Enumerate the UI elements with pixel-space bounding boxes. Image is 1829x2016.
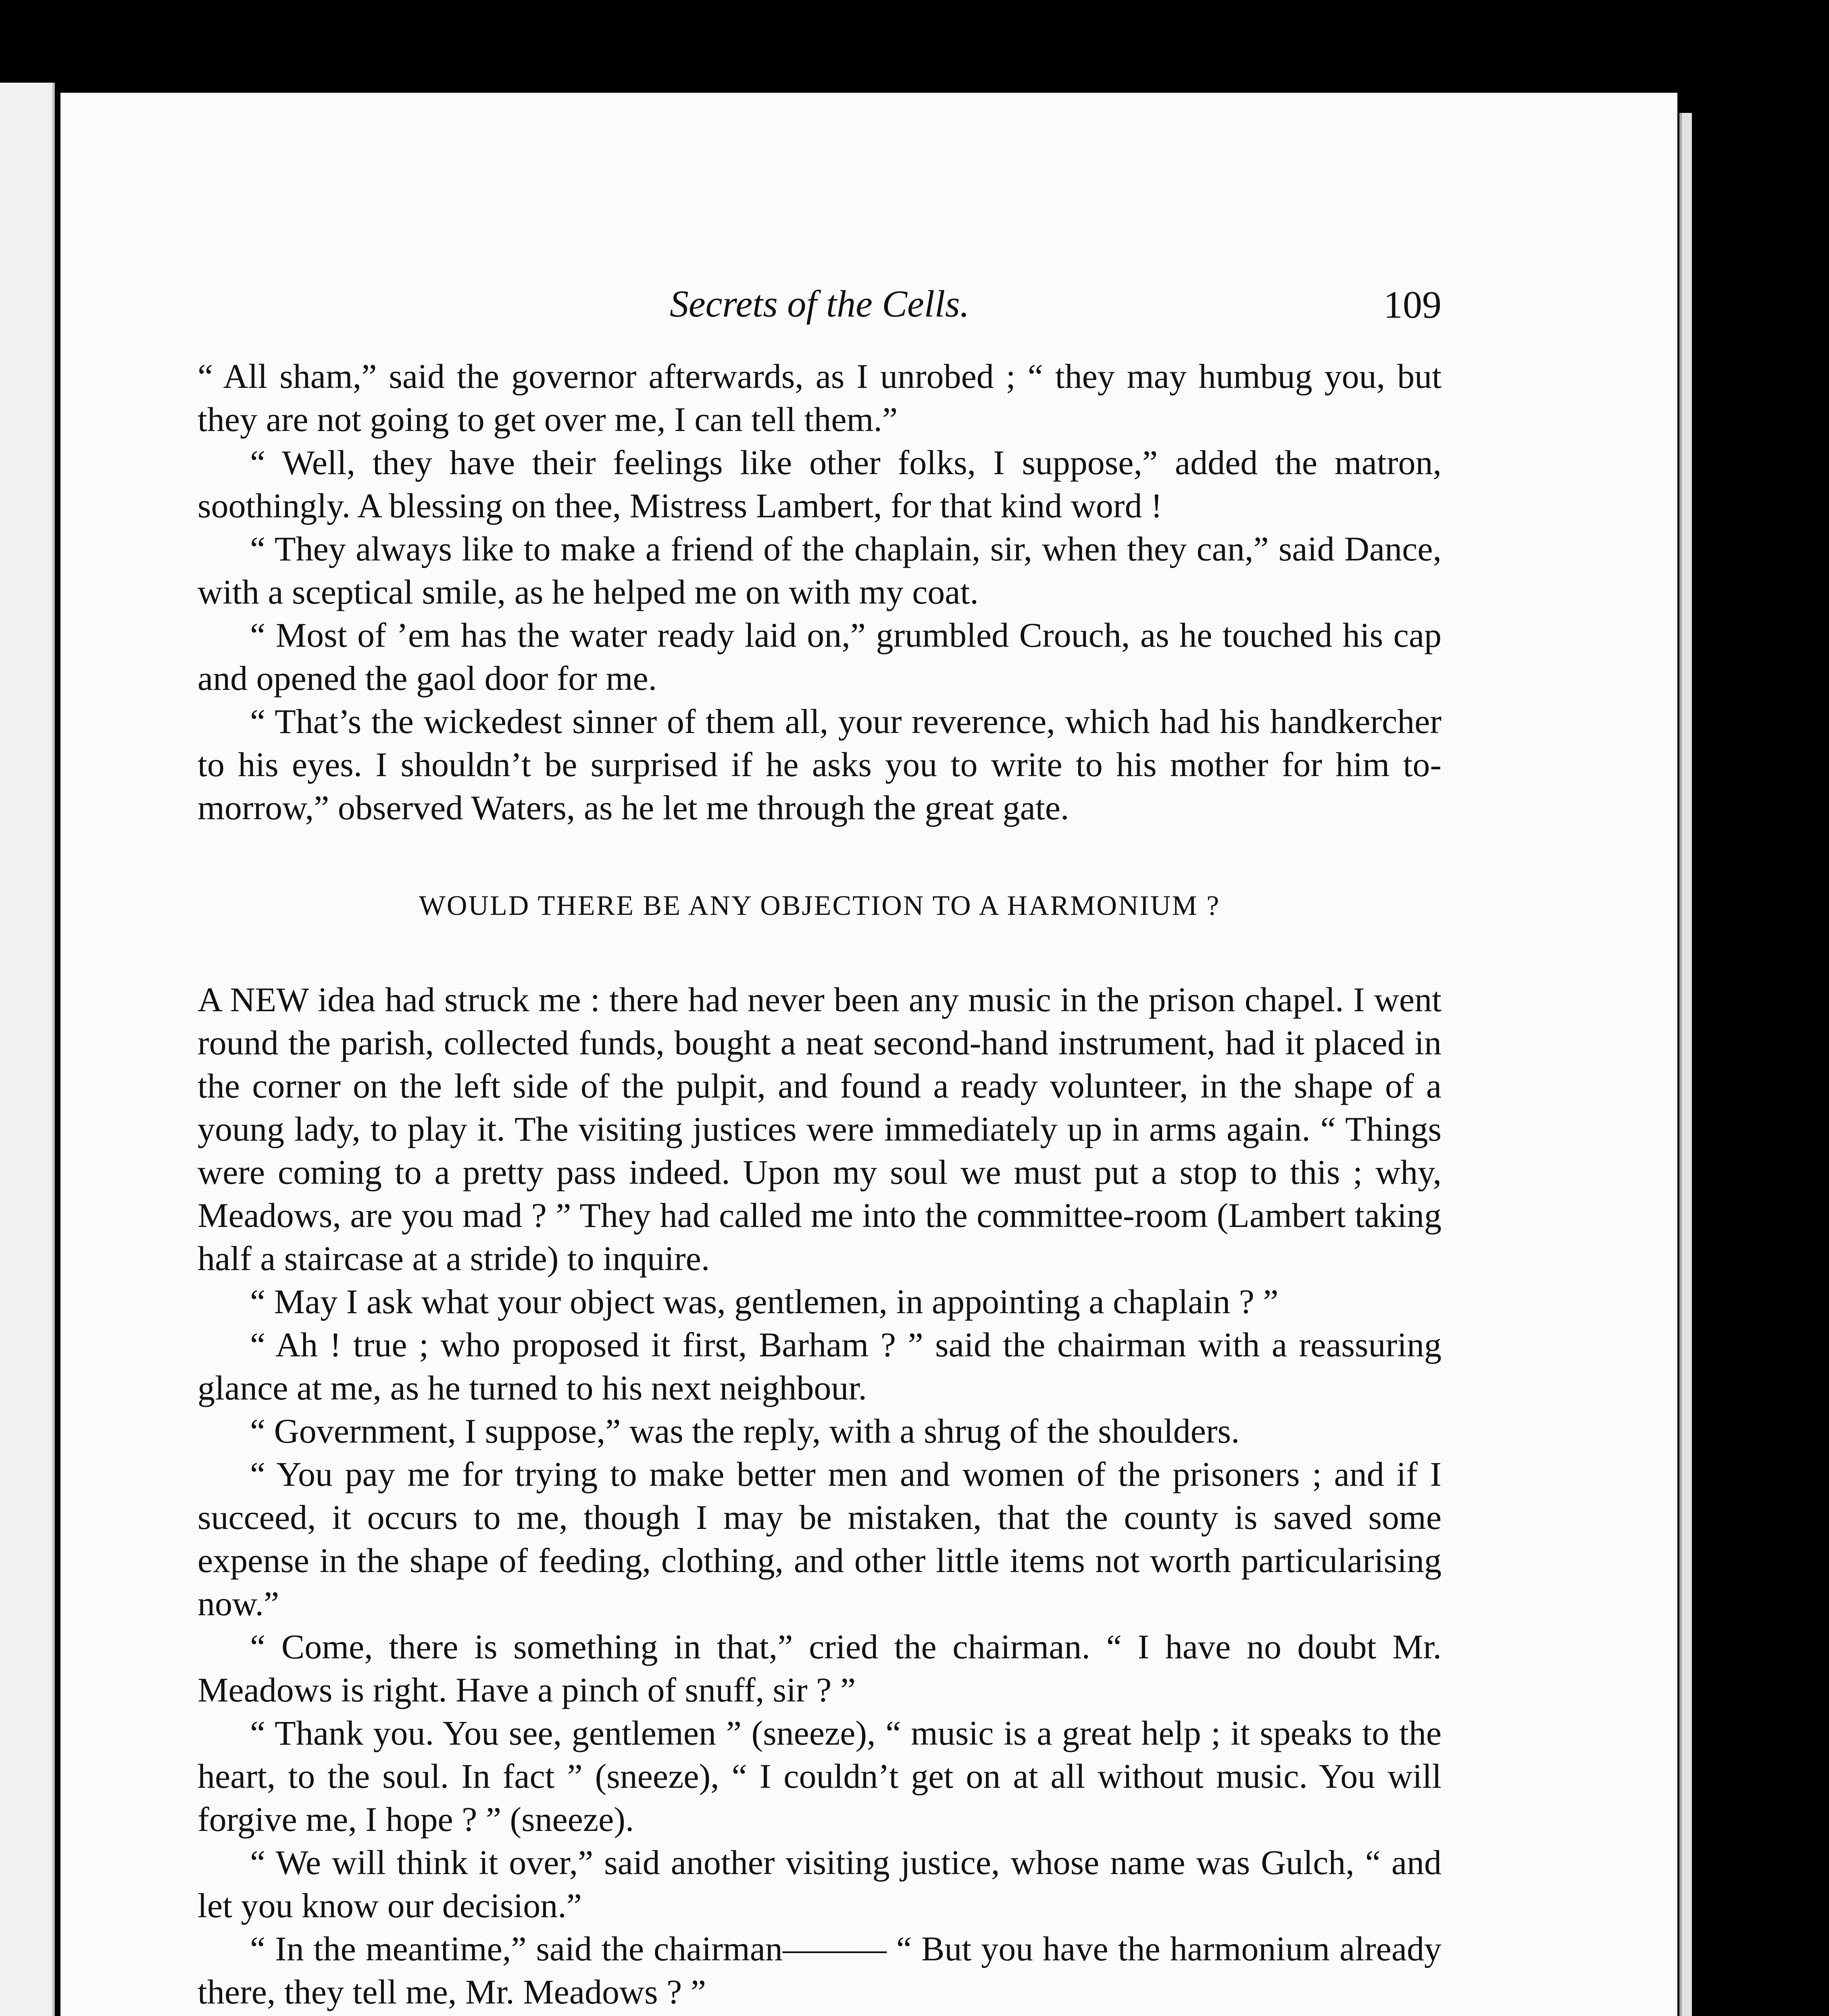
paragraph: “ Ah ! true ; who proposed it first, Barham ? ” said the chairman with a reassuring glance at me, as he turned to his next neighbour. [198, 1325, 1442, 1407]
paragraph: “ Come, there is something in that,” cried the chairman. “ I have no doubt Mr. Meadows is right. Have a pinch of snuff, sir ? ” [198, 1627, 1442, 1709]
running-head [198, 282, 1442, 331]
page-title: Secrets of the Cells. [669, 283, 970, 325]
paragraph: “ Government, I suppose,” was the reply, with a shrug of the shoulders. [250, 1412, 1240, 1450]
paragraph: “ That’s the wickedest sinner of them all, your reverence, which had his handkercher to his eyes. I shouldn’t be surprised if he asks you to write to his mother for him to-morrow,” observed Waters, as he let me through the great gate. [198, 702, 1442, 827]
paragraph: “ Most of ’em has the water ready laid on,” grumbled Crouch, as he touched his cap and opened the gaol door for me. [198, 616, 1442, 698]
paragraph: “ May I ask what your object was, gentlemen, in appointing a chaplain ? ” [250, 1282, 1279, 1321]
paragraph: “ All sham,” said the governor afterwards, as I unrobed ; “ they may humbug you, but they are not going to get over me, I can tell them.” [198, 357, 1442, 439]
page-number: 109 [1383, 283, 1442, 326]
paragraph: “ Thank you. You see, gentlemen ” (sneeze), “ music is a great help ; it speaks to the heart, to the soul. In fact ” (sneeze), “ I couldn’t get on at all without music. You will forgive me, I hope ? ” (sneeze). [198, 1714, 1442, 1839]
paragraph: “ Well, they have their feelings like other folks, I suppose,” added the matron, soothingly. A blessing on thee, Mistress Lambert, for that kind word ! [198, 443, 1442, 525]
paragraph: “ In the meantime,” said the chairman——— “ But you have the harmonium already there, they tell me, Mr. Meadows ? ” [198, 1929, 1442, 2011]
paragraph: A NEW idea had struck me : there had never been any music in the prison chapel. I went round the parish, collected funds, bought a neat second-hand instrument, had it placed in the corner on the left side of the pulpit, and found a ready volunteer, in the shape of a young lady, to play it. The visiting justices were immediately up in arms again. “ Things were coming to a pretty pass indeed. Upon my soul we must put a stop to this ; why, Meadows, are you mad ? ” They had called me into the committee-room (Lambert taking half a staircase at a stride) to inquire. [198, 980, 1442, 1278]
paragraph: “ You pay me for trying to make better men and women of the prisoners ; and if I succeed, it occurs to me, though I may be mistaken, that the county is saved some expense in the shape of feeding, clothing, and other little items not worth particularising now.” [198, 1455, 1442, 1623]
paragraph: “ They always like to make a friend of the chaplain, sir, when they can,” said Dance, with a sceptical smile, as he helped me on with my coat. [198, 529, 1442, 611]
paragraph: “ We will think it over,” said another visiting justice, whose name was Gulch, “ and let you know our decision.” [198, 1843, 1442, 1925]
facing-page-edge [0, 83, 55, 2016]
body-text [198, 355, 1442, 2014]
page-edge-right [1679, 113, 1692, 2016]
section-heading: WOULD THERE BE ANY OBJECTION TO A HARMONIUM ? [419, 890, 1221, 921]
